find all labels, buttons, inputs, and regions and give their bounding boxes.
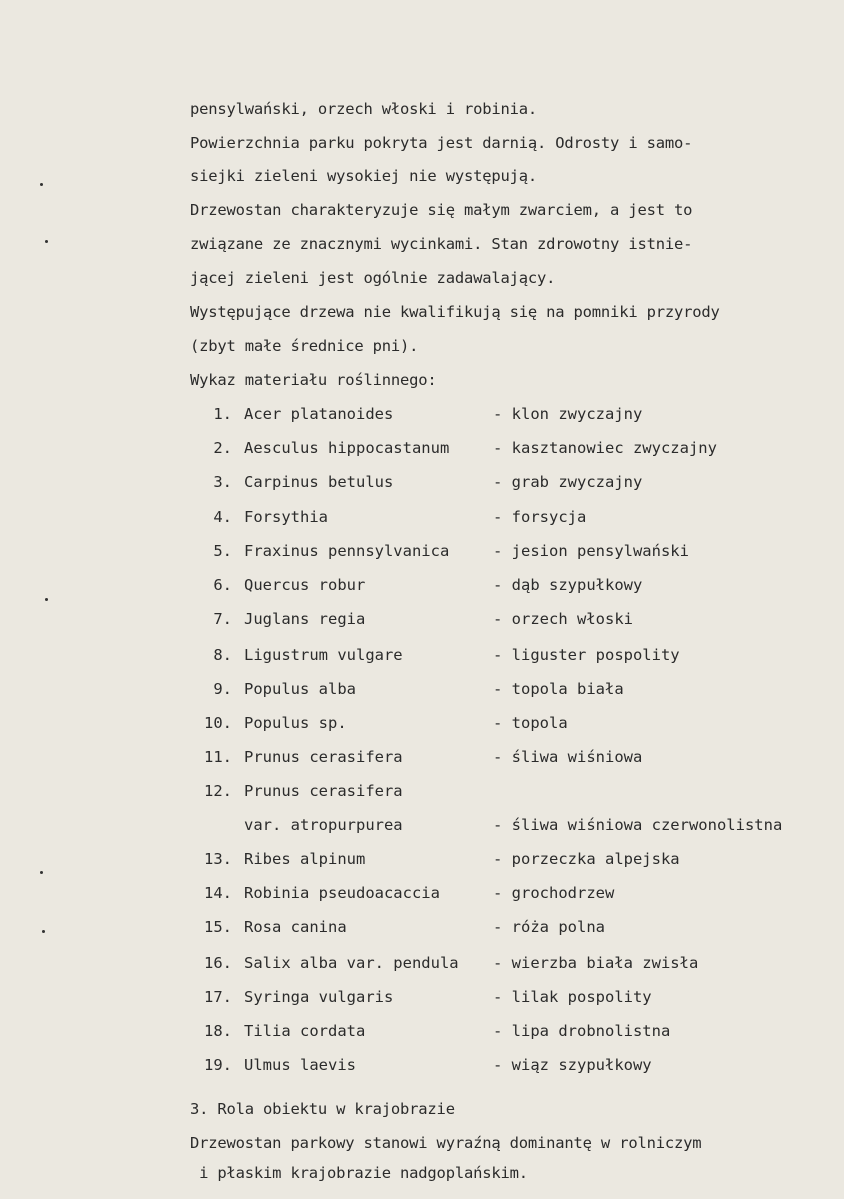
species-latin: Rosa canina [244,918,347,936]
species-row [0,508,844,532]
species-common: - topola biała [493,680,624,698]
body-line: pensylwański, orzech włoski i robinia. [190,100,538,118]
species-latin: Ligustrum vulgare [244,646,403,664]
species-row [0,816,844,840]
species-latin: Juglans regia [244,610,366,628]
body-line: związane ze znacznymi wycinkami. Stan zdrowotny istnie- [190,235,693,253]
species-number: 2. [213,439,232,457]
species-latin: Populus alba [244,680,356,698]
species-common: - grochodrzew [493,884,615,902]
species-number: 9. [213,680,232,698]
species-row [0,646,844,670]
species-row [0,576,844,600]
body-line: siejki zieleni wysokiej nie występują. [190,167,538,185]
species-row [0,680,844,704]
species-common: - orzech włoski [493,610,633,628]
species-latin: Robinia pseudoacaccia [244,884,440,902]
species-common: - jesion pensylwański [493,542,689,560]
species-number: 15. [204,918,232,936]
species-common: - dąb szypułkowy [493,576,643,594]
species-number: 16. [204,954,232,972]
species-number: 19. [204,1056,232,1074]
species-common: - śliwa wiśniowa [493,748,643,766]
species-latin: Ribes alpinum [244,850,366,868]
species-latin: Quercus robur [244,576,366,594]
species-number: 11. [204,748,232,766]
species-latin: Syringa vulgaris [244,988,394,1006]
species-common: - klon zwyczajny [493,405,643,423]
species-row [0,850,844,874]
species-latin: Tilia cordata [244,1022,366,1040]
species-common: - porzeczka alpejska [493,850,680,868]
species-row [0,473,844,497]
species-latin: Salix alba var. pendula [244,954,459,972]
species-row [0,954,844,978]
body-line: Drzewostan parkowy stanowi wyraźną dominantę w rolniczym [190,1134,702,1152]
species-common: - wiąz szypułkowy [493,1056,652,1074]
species-common: - kasztanowiec zwyczajny [493,439,717,457]
species-common: - śliwa wiśniowa czerwonolistna [493,816,783,834]
species-row [0,610,844,634]
species-number: 10. [204,714,232,732]
species-number: 12. [204,782,232,800]
species-latin: Acer platanoides [244,405,394,423]
species-number: 6. [213,576,232,594]
species-latin: Carpinus betulus [244,473,394,491]
section-heading: 3. Rola obiektu w krajobrazie [190,1100,455,1118]
species-row [0,714,844,738]
species-number: 7. [213,610,232,628]
species-common: - lipa drobnolistna [493,1022,671,1040]
species-common: - wierzba biała zwisła [493,954,699,972]
species-latin: Ulmus laevis [244,1056,356,1074]
species-number: 8. [213,646,232,664]
species-row [0,1022,844,1046]
species-row [0,542,844,566]
species-latin: Aesculus hippocastanum [244,439,450,457]
species-latin: var. atropurpurea [244,816,403,834]
species-common: - forsycja [493,508,587,526]
species-latin: Prunus cerasifera [244,782,403,800]
species-common: - grab zwyczajny [493,473,643,491]
species-row [0,988,844,1012]
species-number: 13. [204,850,232,868]
species-row [0,748,844,772]
species-number: 18. [204,1022,232,1040]
species-common: - lilak pospolity [493,988,652,1006]
species-common: - róża polna [493,918,605,936]
species-row [0,918,844,942]
body-line: (zbyt małe średnice pni). [190,337,419,355]
species-number: 1. [213,405,232,423]
species-number: 4. [213,508,232,526]
species-row [0,405,844,429]
species-latin: Forsythia [244,508,328,526]
species-latin: Prunus cerasifera [244,748,403,766]
species-number: 14. [204,884,232,902]
list-heading: Wykaz materiału roślinnego: [190,371,437,389]
species-number: 5. [213,542,232,560]
species-latin: Fraxinus pennsylvanica [244,542,450,560]
species-number: 17. [204,988,232,1006]
margin-mark [40,183,43,186]
body-line: Drzewostan charakteryzuje się małym zwarciem, a jest to [190,201,693,219]
species-row [0,782,844,806]
species-common: - topola [493,714,568,732]
species-row [0,1056,844,1080]
margin-mark [45,240,48,243]
body-line: jącej zieleni jest ogólnie zadawalający. [190,269,556,287]
species-row [0,439,844,463]
species-number: 3. [213,473,232,491]
body-line: Występujące drzewa nie kwalifikują się na pomniki przyrody [190,303,720,321]
species-latin: Populus sp. [244,714,347,732]
species-common: - liguster pospolity [493,646,680,664]
species-row [0,884,844,908]
body-line: Powierzchnia parku pokryta jest darnią. Odrosty i samo- [190,134,693,152]
body-line: i płaskim krajobrazie nadgoplańskim. [190,1164,528,1182]
